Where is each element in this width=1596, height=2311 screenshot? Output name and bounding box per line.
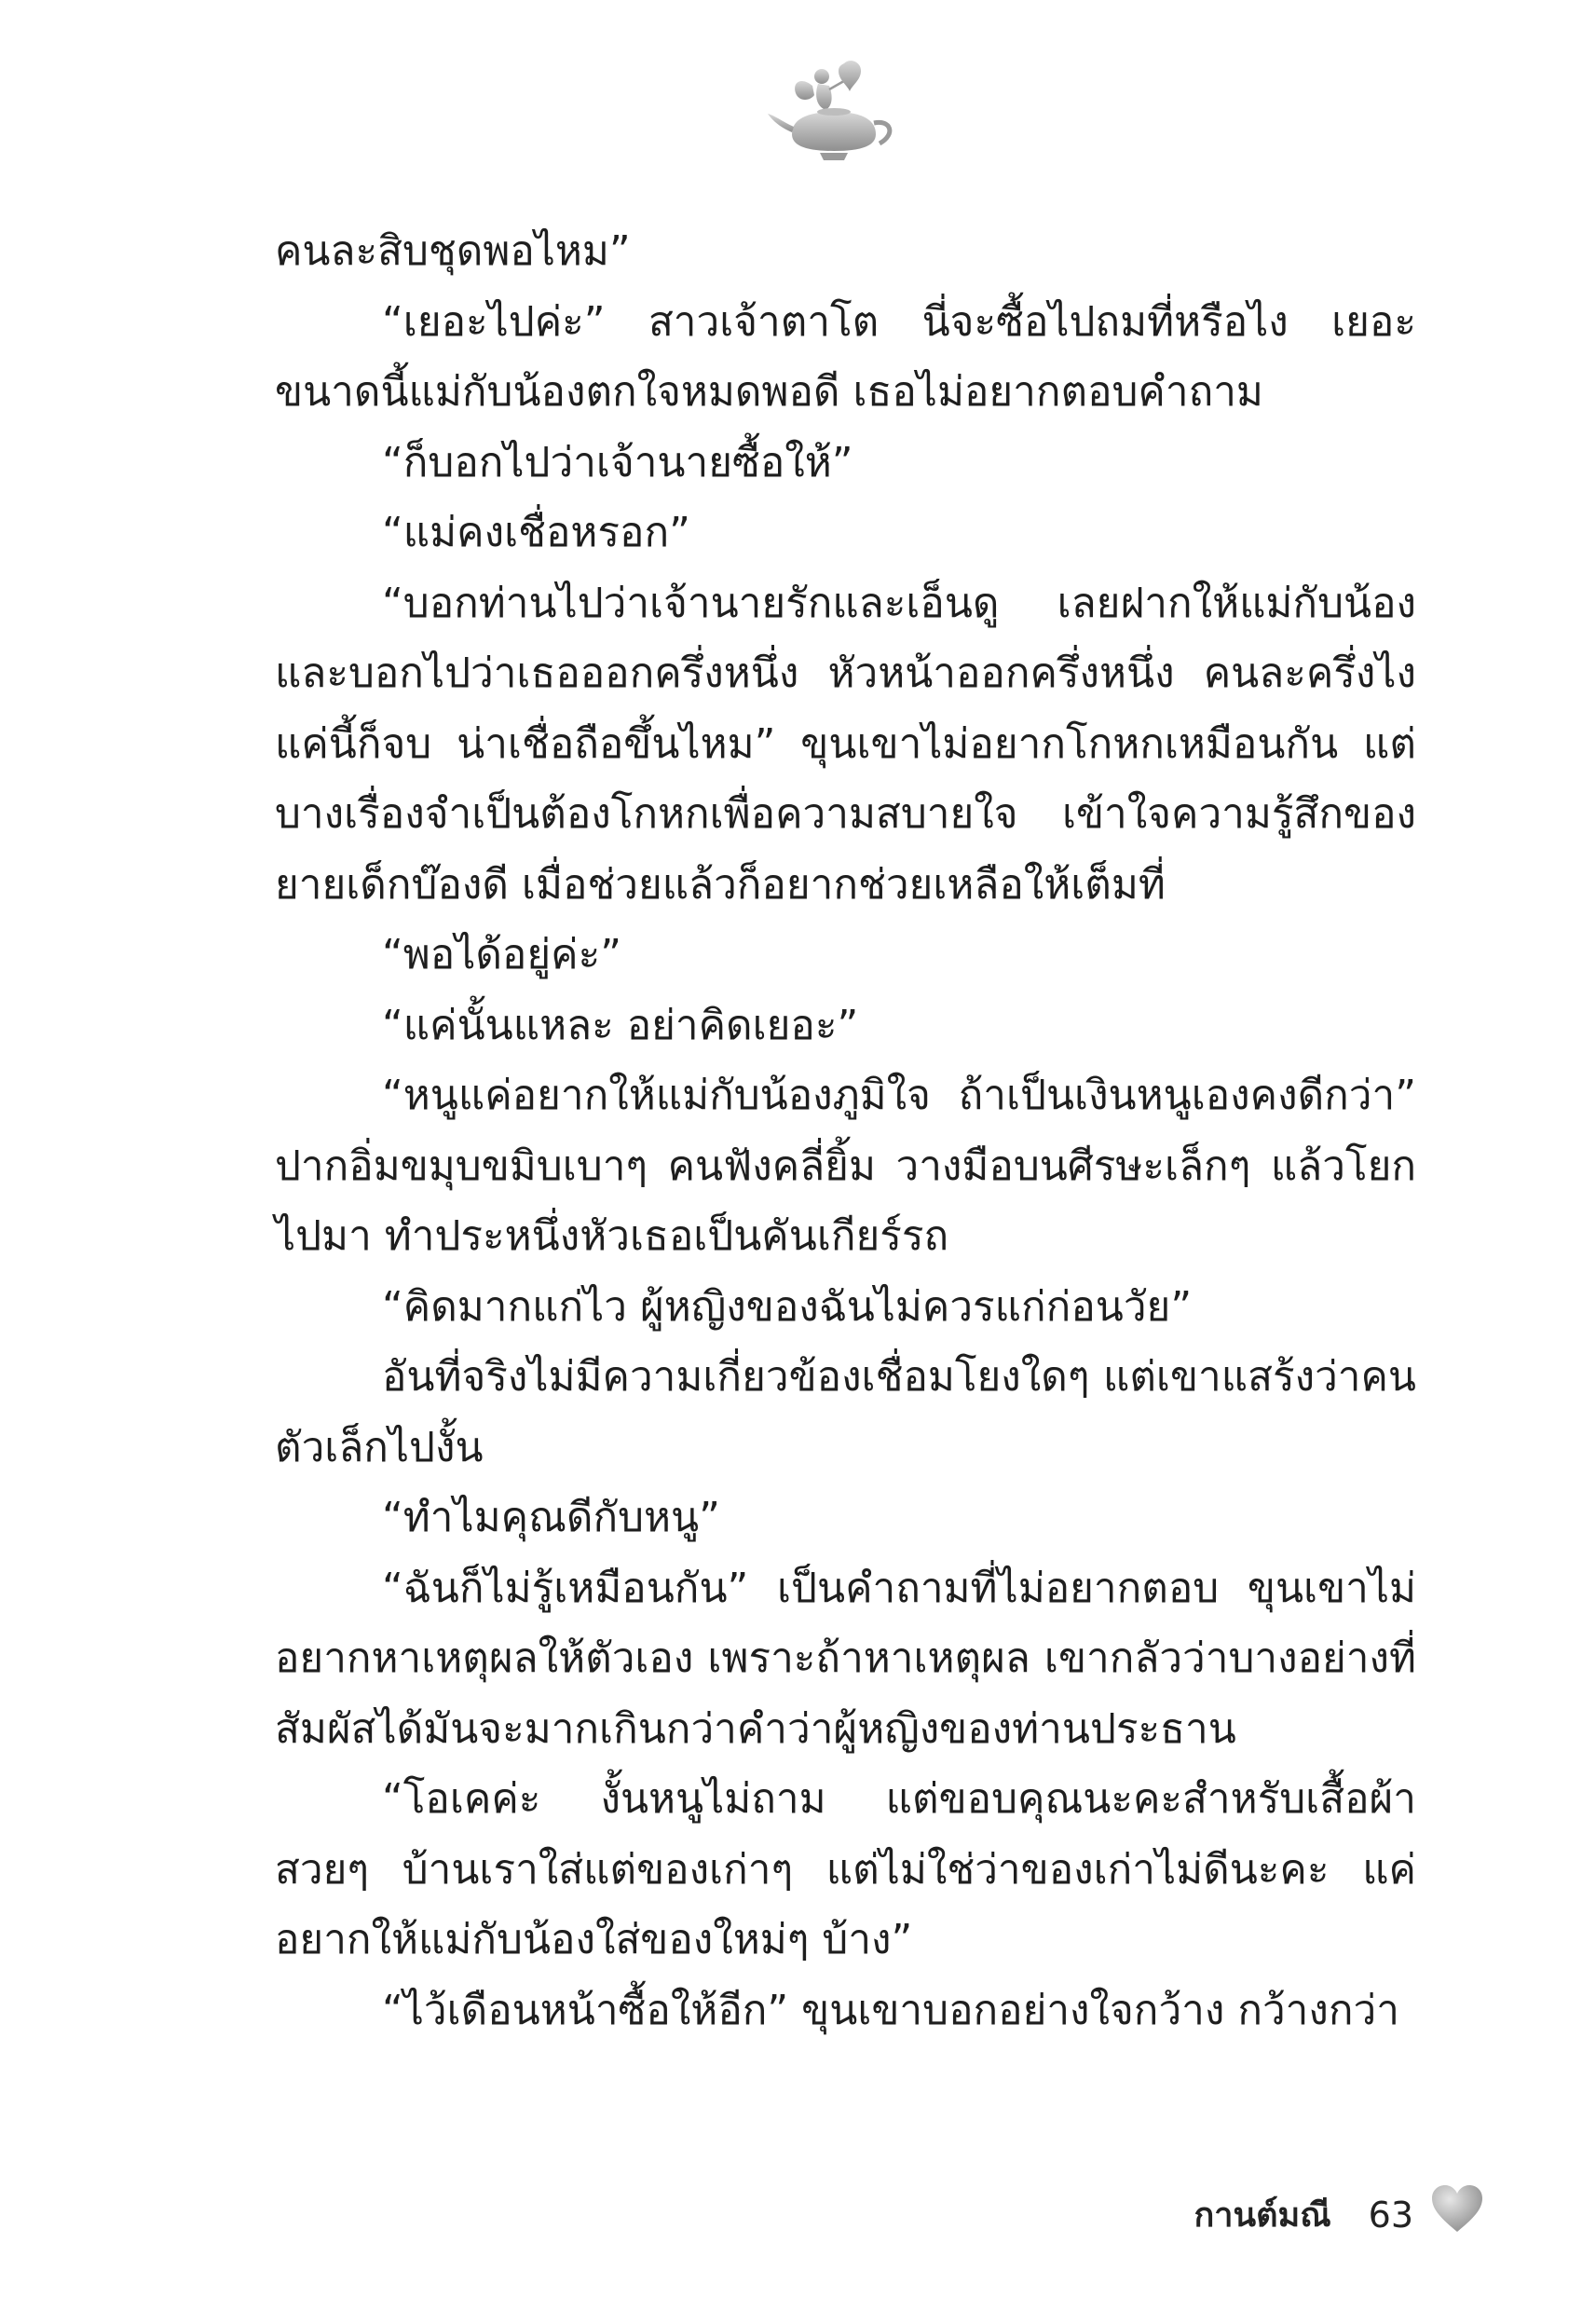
story-text xyxy=(275,216,1416,2045)
paragraph: “ทำไมคุณดีกับหนู” xyxy=(382,1494,720,1541)
paragraph: “ฉันก็ไม่รู้เหมือนกัน” เป็นคำถามที่ไม่อยากตอบ ขุนเขาไม่อยากหาเหตุผลให้ตัวเอง เพราะถ้าหาเหตุผล เขากลัวว่าบางอย่างที่สัมผัสได้มันจะมากเกินกว่าคำว่าผู้หญิงของท่านประธาน xyxy=(275,1564,1416,1753)
paragraph: “โอเคค่ะ งั้นหนูไม่ถาม แต่ขอบคุณนะคะสำหรับเสื้อผ้าสวยๆ บ้านเราใส่แต่ของเก่าๆ แต่ไม่ใช่ว่าของเก่าไม่ดีนะคะ แค่อยากให้แม่กับน้องใส่ของใหม่ๆ บ้าง” xyxy=(275,1775,1416,1963)
paragraph: “คิดมากแก่ไว ผู้หญิงของฉันไม่ควรแก่ก่อนวัย” xyxy=(382,1282,1193,1331)
paragraph: “หนูแค่อยากให้แม่กับน้องภูมิใจ ถ้าเป็นเงินหนูเองคงดีกว่า” ปากอิ่มขมุบขมิบเบาๆ คนฟังคลี่ยิ้ม วางมือบนศีรษะเล็กๆ แล้วโยกไปมา ทำประหนึ่งหัวเธอเป็นคันเกียร์รถ xyxy=(275,1072,1416,1260)
paragraph: อันที่จริงไม่มีความเกี่ยวข้องเชื่อมโยงใดๆ แต่เขาแสร้งว่าคนตัวเล็กไปงั้น xyxy=(275,1353,1416,1471)
paragraph: คนละสิบชุดพอไหม” xyxy=(275,227,631,275)
paragraph: “ไว้เดือนหน้าซื้อให้อีก” ขุนเขาบอกอย่างใจกว้าง กว้างกว่า xyxy=(382,1986,1399,2034)
paragraph: “พอได้อยู่ค่ะ” xyxy=(382,931,621,978)
paragraph: “บอกท่านไปว่าเจ้านายรักและเอ็นดู เลยฝากให้แม่กับน้อง และบอกไปว่าเธอออกครึ่งหนึ่ง หัวหน้าออกครึ่งหนึ่ง คนละครึ่งไง แค่นี้ก็จบ น่าเชื่อถือขึ้นไหม” ขุนเขาไม่อยากโกหกเหมือนกัน แต่บางเรื่องจำเป็นต้องโกหกเพื่อความสบายใจ เข้าใจความรู้สึกของยายเด็กบ๊องดี เมื่อช่วยแล้วก็อยากช่วยเหลือให้เต็มที่ xyxy=(275,579,1416,909)
paragraph: “แม่คงเชื่อหรอก” xyxy=(382,509,690,556)
paragraph: “เยอะไปค่ะ” สาวเจ้าตาโต นี่จะซื้อไปถมที่หรือไง เยอะขนาดนี้แม่กับน้องตกใจหมดพอดี เธอไม่อยากตอบคำถาม xyxy=(275,297,1416,416)
page-footer xyxy=(1194,2188,1414,2241)
heart-icon xyxy=(1430,2183,1484,2234)
page-number: 63 xyxy=(1368,2194,1413,2236)
teapot-cupid-ornament-icon xyxy=(764,48,904,170)
paragraph: “แค่นั้นแหละ อย่าคิดเยอะ” xyxy=(382,1001,859,1049)
book-title: กานต์มณี xyxy=(1194,2196,1331,2235)
paragraph: “ก็บอกไปว่าเจ้านายซื้อให้” xyxy=(382,438,853,486)
